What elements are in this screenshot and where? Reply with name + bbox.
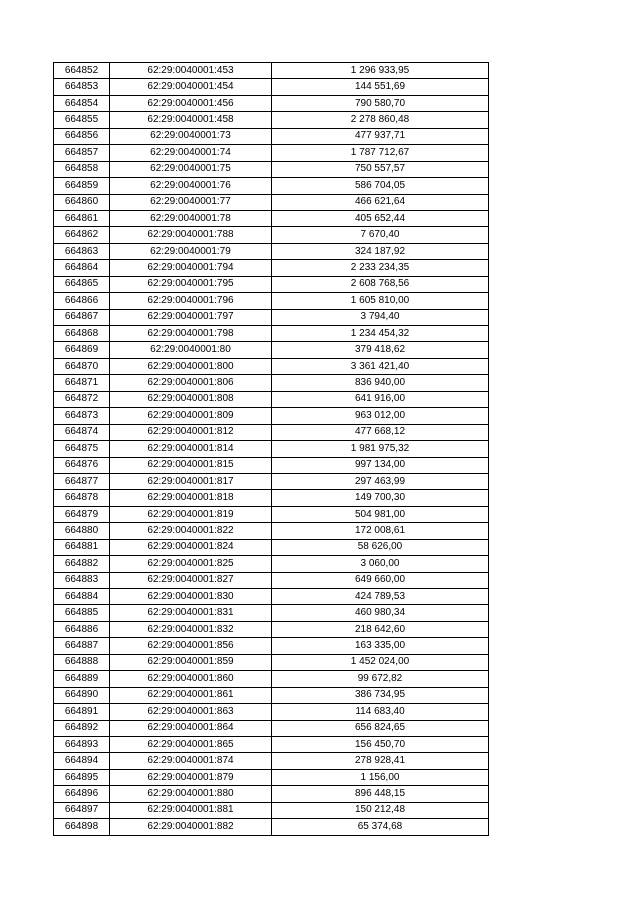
row-number-cell: 664878 xyxy=(54,490,110,506)
row-number-cell: 664882 xyxy=(54,556,110,572)
cadastral-value-cell: 218 642,60 xyxy=(272,621,489,637)
table-row xyxy=(54,523,489,539)
cadastral-value-cell: 466 621,64 xyxy=(272,194,489,210)
row-number-cell: 664867 xyxy=(54,309,110,325)
row-number-cell: 664891 xyxy=(54,704,110,720)
cadastral-number-cell: 62:29:0040001:827 xyxy=(110,572,272,588)
row-number-cell: 664862 xyxy=(54,227,110,243)
row-number-cell: 664857 xyxy=(54,145,110,161)
row-number-cell: 664896 xyxy=(54,786,110,802)
row-number-cell: 664879 xyxy=(54,506,110,522)
cadastral-number-cell: 62:29:0040001:77 xyxy=(110,194,272,210)
row-number-cell: 664892 xyxy=(54,720,110,736)
row-number-cell: 664858 xyxy=(54,161,110,177)
cadastral-value-cell: 477 937,71 xyxy=(272,128,489,144)
table-row xyxy=(54,654,489,670)
table-body xyxy=(54,63,489,836)
cadastral-number-cell: 62:29:0040001:824 xyxy=(110,539,272,555)
row-number-cell: 664869 xyxy=(54,342,110,358)
cadastral-number-cell: 62:29:0040001:788 xyxy=(110,227,272,243)
table-row xyxy=(54,589,489,605)
cadastral-value-cell: 1 156,00 xyxy=(272,769,489,785)
cadastral-number-cell: 62:29:0040001:79 xyxy=(110,243,272,259)
row-number-cell: 664864 xyxy=(54,260,110,276)
table-row xyxy=(54,457,489,473)
table-row xyxy=(54,473,489,489)
cadastral-value-cell: 149 700,30 xyxy=(272,490,489,506)
row-number-cell: 664893 xyxy=(54,736,110,752)
table-row xyxy=(54,490,489,506)
row-number-cell: 664859 xyxy=(54,178,110,194)
cadastral-number-cell: 62:29:0040001:865 xyxy=(110,736,272,752)
table-row xyxy=(54,276,489,292)
cadastral-number-cell: 62:29:0040001:879 xyxy=(110,769,272,785)
table-row xyxy=(54,704,489,720)
cadastral-value-cell: 3 361 421,40 xyxy=(272,358,489,374)
cadastral-value-cell: 2 233 234,35 xyxy=(272,260,489,276)
row-number-cell: 664854 xyxy=(54,95,110,111)
cadastral-number-cell: 62:29:0040001:832 xyxy=(110,621,272,637)
row-number-cell: 664870 xyxy=(54,358,110,374)
table-row xyxy=(54,671,489,687)
row-number-cell: 664883 xyxy=(54,572,110,588)
row-number-cell: 664856 xyxy=(54,128,110,144)
cadastral-value-cell: 278 928,41 xyxy=(272,753,489,769)
table-row xyxy=(54,293,489,309)
cadastral-value-cell: 2 608 768,56 xyxy=(272,276,489,292)
cadastral-value-cell: 836 940,00 xyxy=(272,375,489,391)
table-row xyxy=(54,391,489,407)
cadastral-value-cell: 163 335,00 xyxy=(272,638,489,654)
cadastral-number-cell: 62:29:0040001:822 xyxy=(110,523,272,539)
cadastral-number-cell: 62:29:0040001:814 xyxy=(110,441,272,457)
table-row xyxy=(54,63,489,79)
table-row xyxy=(54,112,489,128)
cadastral-value-cell: 997 134,00 xyxy=(272,457,489,473)
cadastral-number-cell: 62:29:0040001:882 xyxy=(110,819,272,835)
cadastral-value-cell: 1 296 933,95 xyxy=(272,63,489,79)
cadastral-number-cell: 62:29:0040001:874 xyxy=(110,753,272,769)
cadastral-number-cell: 62:29:0040001:796 xyxy=(110,293,272,309)
cadastral-number-cell: 62:29:0040001:458 xyxy=(110,112,272,128)
table-row xyxy=(54,227,489,243)
cadastral-number-cell: 62:29:0040001:831 xyxy=(110,605,272,621)
table-row xyxy=(54,753,489,769)
cadastral-value-cell: 7 670,40 xyxy=(272,227,489,243)
cadastral-number-cell: 62:29:0040001:74 xyxy=(110,145,272,161)
table-row xyxy=(54,819,489,835)
cadastral-number-cell: 62:29:0040001:863 xyxy=(110,704,272,720)
table-row xyxy=(54,572,489,588)
cadastral-number-cell: 62:29:0040001:881 xyxy=(110,802,272,818)
row-number-cell: 664853 xyxy=(54,79,110,95)
cadastral-value-cell: 963 012,00 xyxy=(272,408,489,424)
table-row xyxy=(54,506,489,522)
cadastral-value-cell: 1 452 024,00 xyxy=(272,654,489,670)
cadastral-value-cell: 656 824,65 xyxy=(272,720,489,736)
cadastral-value-cell: 896 448,15 xyxy=(272,786,489,802)
cadastral-number-cell: 62:29:0040001:809 xyxy=(110,408,272,424)
row-number-cell: 664886 xyxy=(54,621,110,637)
row-number-cell: 664877 xyxy=(54,473,110,489)
cadastral-number-cell: 62:29:0040001:800 xyxy=(110,358,272,374)
cadastral-value-cell: 150 212,48 xyxy=(272,802,489,818)
cadastral-number-cell: 62:29:0040001:825 xyxy=(110,556,272,572)
table-row xyxy=(54,736,489,752)
row-number-cell: 664881 xyxy=(54,539,110,555)
table-row xyxy=(54,408,489,424)
cadastral-value-cell: 405 652,44 xyxy=(272,210,489,226)
row-number-cell: 664872 xyxy=(54,391,110,407)
table-row xyxy=(54,128,489,144)
table-row xyxy=(54,441,489,457)
cadastral-number-cell: 62:29:0040001:861 xyxy=(110,687,272,703)
cadastral-value-cell: 649 660,00 xyxy=(272,572,489,588)
row-number-cell: 664861 xyxy=(54,210,110,226)
table-row xyxy=(54,309,489,325)
table-row xyxy=(54,194,489,210)
cadastral-number-cell: 62:29:0040001:856 xyxy=(110,638,272,654)
cadastral-value-cell: 1 981 975,32 xyxy=(272,441,489,457)
table-row xyxy=(54,424,489,440)
row-number-cell: 664890 xyxy=(54,687,110,703)
table-row xyxy=(54,260,489,276)
cadastral-number-cell: 62:29:0040001:454 xyxy=(110,79,272,95)
table-row xyxy=(54,638,489,654)
cadastral-number-cell: 62:29:0040001:859 xyxy=(110,654,272,670)
cadastral-value-cell: 790 580,70 xyxy=(272,95,489,111)
cadastral-number-cell: 62:29:0040001:812 xyxy=(110,424,272,440)
cadastral-number-cell: 62:29:0040001:75 xyxy=(110,161,272,177)
cadastral-number-cell: 62:29:0040001:880 xyxy=(110,786,272,802)
row-number-cell: 664868 xyxy=(54,326,110,342)
cadastral-value-cell: 477 668,12 xyxy=(272,424,489,440)
cadastral-number-cell: 62:29:0040001:73 xyxy=(110,128,272,144)
cadastral-value-cell: 379 418,62 xyxy=(272,342,489,358)
table-row xyxy=(54,720,489,736)
cadastral-number-cell: 62:29:0040001:808 xyxy=(110,391,272,407)
cadastral-number-cell: 62:29:0040001:806 xyxy=(110,375,272,391)
cadastral-value-cell: 172 008,61 xyxy=(272,523,489,539)
cadastral-number-cell: 62:29:0040001:819 xyxy=(110,506,272,522)
cadastral-number-cell: 62:29:0040001:453 xyxy=(110,63,272,79)
cadastral-number-cell: 62:29:0040001:456 xyxy=(110,95,272,111)
cadastral-number-cell: 62:29:0040001:797 xyxy=(110,309,272,325)
row-number-cell: 664880 xyxy=(54,523,110,539)
row-number-cell: 664863 xyxy=(54,243,110,259)
cadastral-value-cell: 156 450,70 xyxy=(272,736,489,752)
cadastral-value-cell: 586 704,05 xyxy=(272,178,489,194)
row-number-cell: 664852 xyxy=(54,63,110,79)
table-row xyxy=(54,145,489,161)
table-row xyxy=(54,802,489,818)
cadastral-value-cell: 3 060,00 xyxy=(272,556,489,572)
table-row xyxy=(54,161,489,177)
cadastral-value-cell: 3 794,40 xyxy=(272,309,489,325)
cadastral-number-cell: 62:29:0040001:76 xyxy=(110,178,272,194)
cadastral-number-cell: 62:29:0040001:795 xyxy=(110,276,272,292)
cadastral-number-cell: 62:29:0040001:864 xyxy=(110,720,272,736)
table-row xyxy=(54,178,489,194)
cadastral-value-cell: 65 374,68 xyxy=(272,819,489,835)
row-number-cell: 664866 xyxy=(54,293,110,309)
table-row xyxy=(54,79,489,95)
row-number-cell: 664885 xyxy=(54,605,110,621)
row-number-cell: 664895 xyxy=(54,769,110,785)
cadastral-value-cell: 1 605 810,00 xyxy=(272,293,489,309)
table-row xyxy=(54,375,489,391)
cadastral-number-cell: 62:29:0040001:78 xyxy=(110,210,272,226)
cadastral-value-cell: 460 980,34 xyxy=(272,605,489,621)
cadastral-value-cell: 144 551,69 xyxy=(272,79,489,95)
document-sheet xyxy=(53,62,489,836)
table-row xyxy=(54,210,489,226)
cadastral-value-cell: 386 734,95 xyxy=(272,687,489,703)
row-number-cell: 664897 xyxy=(54,802,110,818)
table-row xyxy=(54,358,489,374)
table-row xyxy=(54,769,489,785)
cadastral-value-cell: 324 187,92 xyxy=(272,243,489,259)
row-number-cell: 664888 xyxy=(54,654,110,670)
row-number-cell: 664860 xyxy=(54,194,110,210)
table-row xyxy=(54,342,489,358)
table-row xyxy=(54,605,489,621)
table-row xyxy=(54,539,489,555)
cadastral-number-cell: 62:29:0040001:860 xyxy=(110,671,272,687)
table-row xyxy=(54,786,489,802)
table-row xyxy=(54,95,489,111)
cadastral-value-cell: 641 916,00 xyxy=(272,391,489,407)
cadastral-value-cell: 58 626,00 xyxy=(272,539,489,555)
table-row xyxy=(54,556,489,572)
cadastral-number-cell: 62:29:0040001:815 xyxy=(110,457,272,473)
cadastral-number-cell: 62:29:0040001:818 xyxy=(110,490,272,506)
table-row xyxy=(54,243,489,259)
table-row xyxy=(54,326,489,342)
cadastral-value-cell: 1 787 712,67 xyxy=(272,145,489,161)
cadastral-value-cell: 424 789,53 xyxy=(272,589,489,605)
cadastral-value-cell: 1 234 454,32 xyxy=(272,326,489,342)
cadastral-number-cell: 62:29:0040001:80 xyxy=(110,342,272,358)
table-row xyxy=(54,687,489,703)
cadastral-value-cell: 114 683,40 xyxy=(272,704,489,720)
cadastral-number-cell: 62:29:0040001:830 xyxy=(110,589,272,605)
row-number-cell: 664855 xyxy=(54,112,110,128)
cadastral-value-cell: 297 463,99 xyxy=(272,473,489,489)
row-number-cell: 664887 xyxy=(54,638,110,654)
table-row xyxy=(54,621,489,637)
cadastral-number-cell: 62:29:0040001:817 xyxy=(110,473,272,489)
cadastral-value-cell: 2 278 860,48 xyxy=(272,112,489,128)
cadastral-value-table xyxy=(53,62,489,836)
row-number-cell: 664884 xyxy=(54,589,110,605)
cadastral-value-cell: 750 557,57 xyxy=(272,161,489,177)
row-number-cell: 664871 xyxy=(54,375,110,391)
row-number-cell: 664894 xyxy=(54,753,110,769)
row-number-cell: 664865 xyxy=(54,276,110,292)
row-number-cell: 664875 xyxy=(54,441,110,457)
row-number-cell: 664898 xyxy=(54,819,110,835)
cadastral-number-cell: 62:29:0040001:798 xyxy=(110,326,272,342)
row-number-cell: 664873 xyxy=(54,408,110,424)
row-number-cell: 664889 xyxy=(54,671,110,687)
cadastral-value-cell: 99 672,82 xyxy=(272,671,489,687)
row-number-cell: 664874 xyxy=(54,424,110,440)
cadastral-number-cell: 62:29:0040001:794 xyxy=(110,260,272,276)
row-number-cell: 664876 xyxy=(54,457,110,473)
cadastral-value-cell: 504 981,00 xyxy=(272,506,489,522)
